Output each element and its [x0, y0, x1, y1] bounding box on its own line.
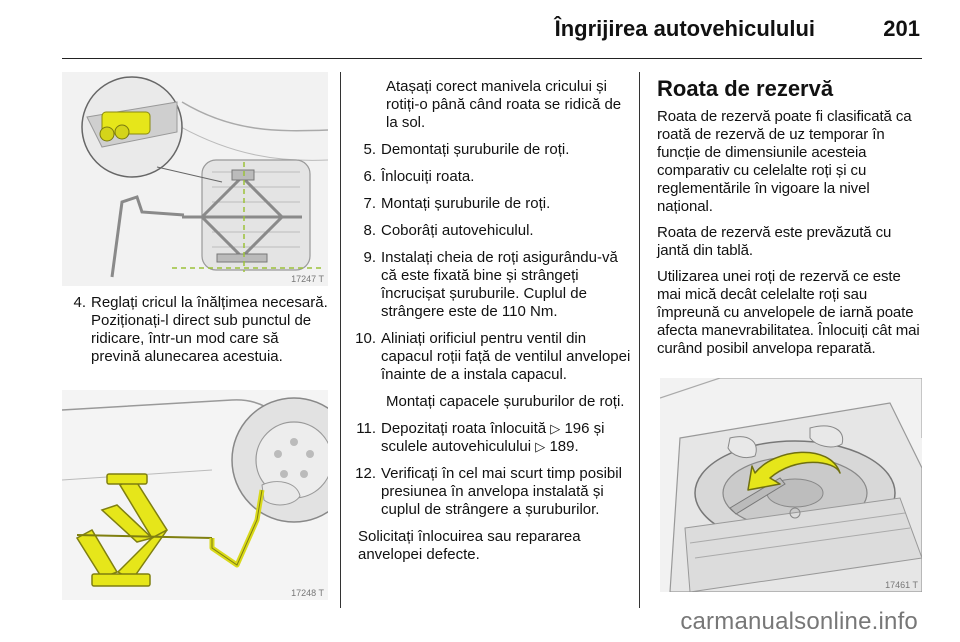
closing-note: Solicitați înlocuirea sau repararea anvelopei defecte.: [358, 528, 581, 563]
step-6: [356, 168, 631, 186]
step-number: 7.: [363, 195, 376, 212]
figure-code-1: 17247 T: [291, 274, 324, 284]
page-ref-1[interactable]: 196: [564, 420, 590, 437]
column-divider-right: [639, 72, 640, 608]
figure-code-3: 17461 T: [885, 580, 918, 590]
page-number: 201: [883, 16, 920, 41]
step-number: 8.: [363, 222, 376, 239]
step-4-continuation: Atașați corect manivela cricului și rotiți-o până când roata se ridică de la sol.: [386, 78, 622, 131]
step-11-part-b: și sculele autovehiculului: [381, 420, 605, 455]
step-number: 12.: [355, 465, 376, 482]
section-heading: Roata de rezervă: [657, 76, 834, 101]
figure-code-2: 17248 T: [291, 588, 324, 598]
step-4: [66, 294, 328, 366]
step-number: 11.: [356, 420, 376, 437]
left-column-text: [66, 294, 328, 375]
figure-jack-placement: [62, 72, 328, 286]
step-text: Instalați cheia de roți asigurându-vă că este fixată bine și strângeți încrucișat șuruburile. Cuplul de strângere este de 110 Nm.: [381, 249, 618, 320]
column-divider-left: [340, 72, 341, 608]
page-ref-2[interactable]: 189.: [549, 438, 579, 455]
paragraph-2: Roata de rezervă este prevăzută cu jantă din tablă.: [657, 224, 892, 259]
step-number: 6.: [363, 168, 376, 185]
paragraph-1: Roata de rezervă poate fi clasificată ca roată de rezervă de uz temporar în funcție de dimensiunile acesteia comparativ cu celelalte roți și cu reglementările în vigoare la nivel național.: [657, 108, 912, 215]
step-text: Montați șuruburile de roți.: [381, 195, 551, 212]
header-rule: [62, 58, 922, 59]
step-number: 4.: [73, 294, 86, 311]
watermark-text: carmanualsonline.info: [680, 608, 918, 635]
page-ref-arrow-icon: ▷: [550, 421, 561, 436]
step-5: [356, 141, 631, 159]
step-12: [356, 465, 631, 519]
step-number: 5.: [363, 141, 376, 158]
page-ref-arrow-icon: ▷: [535, 439, 546, 454]
right-column-text: [657, 76, 923, 366]
step-text: Aliniați orificiul pentru ventil din capacul roții față de ventilul anvelopei înainte de a instala capacul.: [381, 330, 631, 383]
step-11: [356, 420, 631, 456]
figure-jack-crank: [62, 390, 328, 600]
step-10: [356, 330, 631, 384]
paragraph-3: Utilizarea unei roți de rezervă ce este mai mică decât celelalte roți sau împreună cu anvelopele de iarnă poate afecta manevrabilitatea. Înlocuiți cât mai curând posibil anvelopa reparată.: [657, 268, 920, 357]
figure-spare-wheel: [660, 378, 922, 592]
step-8: [356, 222, 631, 240]
step-10-extra: Montați capacele șuruburilor de roți.: [386, 393, 625, 410]
step-7: [356, 195, 631, 213]
spare-wheel-illustration: [660, 378, 922, 592]
step-9: [356, 249, 631, 321]
step-text: Coborâți autovehiculul.: [381, 222, 534, 239]
step-text: Verificați în cel mai scurt timp posibil presiunea în anvelopa instalată și cuplul de strângere a șuruburilor.: [381, 465, 622, 518]
step-text: Demontați șuruburile de roți.: [381, 141, 570, 158]
step-text: [381, 420, 631, 456]
running-header-title: Îngrijirea autovehiculului: [554, 16, 815, 41]
step-text: Înlocuiți roata.: [381, 168, 475, 185]
step-number: 10.: [355, 330, 376, 347]
step-number: 9.: [363, 249, 376, 266]
step-text: Reglați cricul la înălțimea necesară. Poziționați-l direct sub punctul de ridicare, într-un mod care să prevină alunecarea acestuia.: [91, 294, 328, 365]
jack-crank-illustration: [62, 390, 328, 600]
middle-column-text: [356, 78, 631, 573]
jack-placement-illustration: [62, 72, 328, 286]
step-11-part-a: Depozitați roata înlocuită: [381, 420, 547, 437]
